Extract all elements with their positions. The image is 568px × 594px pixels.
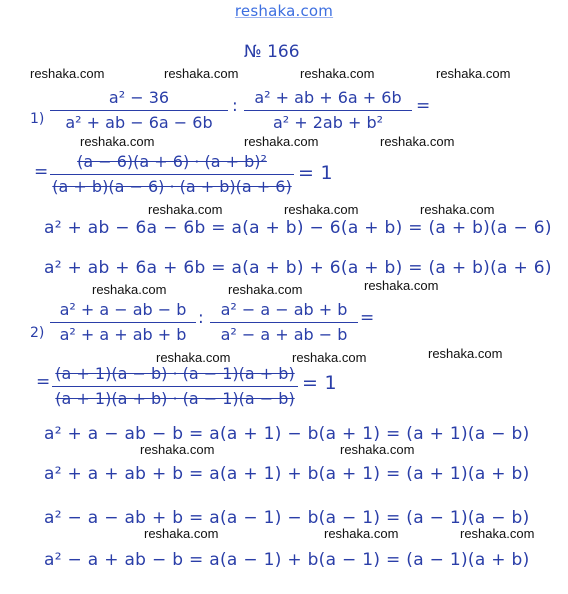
watermark: reshaka.com — [364, 278, 439, 293]
fraction-numerator: a² − 36 — [108, 88, 170, 107]
division-sign: : — [232, 96, 239, 116]
watermark: reshaka.com — [340, 442, 415, 457]
fraction-numerator: (a − 6)(a + 6) · (a + b)² — [77, 152, 267, 171]
watermark: reshaka.com — [140, 442, 215, 457]
watermark: reshaka.com — [148, 202, 223, 217]
fraction-denominator: a² + ab − 6a − 6b — [65, 113, 213, 132]
fraction-bar — [210, 322, 358, 323]
part2-factor-line-1: a² + a − ab − b = a(a + 1) − b(a + 1) = (a + 1)(a − b) — [44, 424, 530, 444]
fraction-bar — [50, 322, 196, 323]
equals-sign: = — [36, 372, 51, 392]
fraction-denominator: (a + 1)(a + b) · (a − 1)(a − b) — [55, 389, 295, 408]
watermark: reshaka.com — [284, 202, 359, 217]
site-logo-link[interactable]: reshaka.com — [234, 2, 334, 20]
fraction-bar — [244, 110, 412, 111]
part1-result-value: = 1 — [298, 162, 333, 184]
part1-factor-line-1: a² + ab − 6a − 6b = a(a + b) − 6(a + b) = (a + b)(a − 6) — [44, 218, 552, 238]
fraction-denominator: a² + a + ab + b — [59, 325, 187, 344]
problem-number: № 166 — [244, 42, 300, 62]
watermark: reshaka.com — [30, 66, 105, 81]
fraction-numerator: (a + 1)(a − b) · (a − 1)(a + b) — [55, 364, 295, 383]
fraction-bar — [50, 174, 294, 175]
part1-label: 1) — [30, 111, 45, 127]
watermark: reshaka.com — [244, 134, 319, 149]
part2-fraction-1 — [50, 300, 196, 346]
fraction-denominator: (a + b)(a − 6) · (a + b)(a + 6) — [52, 177, 292, 196]
part2-factor-line-4: a² − a + ab − b = a(a − 1) + b(a − 1) = (a − 1)(a + b) — [44, 550, 530, 570]
part2-fraction-2 — [210, 300, 358, 346]
equals-sign: = — [416, 96, 431, 116]
watermark: reshaka.com — [436, 66, 511, 81]
part2-result-fraction — [52, 364, 298, 410]
part2-result-value: = 1 — [302, 372, 337, 394]
part2-factor-line-3: a² − a − ab + b = a(a − 1) − b(a − 1) = (a − 1)(a − b) — [44, 508, 530, 528]
watermark: reshaka.com — [428, 346, 503, 361]
part2-factor-line-2: a² + a + ab + b = a(a + 1) + b(a + 1) = (a + 1)(a + b) — [44, 464, 530, 484]
watermark: reshaka.com — [380, 134, 455, 149]
watermark: reshaka.com — [144, 526, 219, 541]
fraction-bar — [50, 110, 228, 111]
watermark: reshaka.com — [228, 282, 303, 297]
equals-sign: = — [360, 308, 375, 328]
watermark: reshaka.com — [460, 526, 535, 541]
watermark: reshaka.com — [324, 526, 399, 541]
watermark: reshaka.com — [292, 350, 367, 365]
watermark: reshaka.com — [420, 202, 495, 217]
fraction-numerator: a² − a − ab + b — [220, 300, 348, 319]
fraction-bar — [52, 386, 298, 387]
division-sign: : — [198, 308, 205, 328]
fraction-denominator: a² + 2ab + b² — [272, 113, 384, 132]
fraction-numerator: a² + a − ab − b — [59, 300, 187, 319]
equals-sign: = — [34, 162, 49, 182]
watermark: reshaka.com — [92, 282, 167, 297]
part1-fraction-1 — [50, 88, 228, 134]
fraction-numerator: a² + ab + 6a + 6b — [254, 88, 402, 107]
part2-label: 2) — [30, 325, 45, 341]
watermark: reshaka.com — [156, 350, 231, 365]
watermark: reshaka.com — [80, 134, 155, 149]
part1-result-fraction — [50, 152, 294, 198]
part1-factor-line-2: a² + ab + 6a + 6b = a(a + b) + 6(a + b) = (a + b)(a + 6) — [44, 258, 552, 278]
part1-fraction-2 — [244, 88, 412, 134]
fraction-denominator: a² − a + ab − b — [220, 325, 348, 344]
watermark: reshaka.com — [164, 66, 239, 81]
watermark: reshaka.com — [300, 66, 375, 81]
